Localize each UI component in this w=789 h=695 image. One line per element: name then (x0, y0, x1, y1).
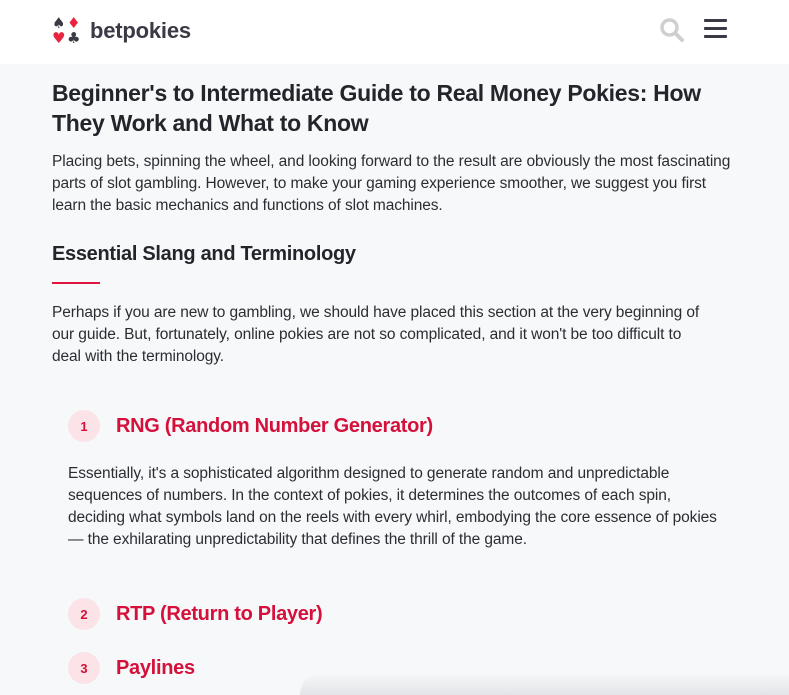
site-header (0, 0, 789, 64)
brand-name: betpokies (90, 18, 191, 43)
heading-underline (52, 282, 100, 284)
term-number-badge: 3 (68, 652, 100, 684)
term-number-badge: 1 (68, 410, 100, 442)
term-title: RNG (Random Number Generator) (116, 414, 433, 437)
suits-logo-icon (52, 16, 82, 46)
site-logo[interactable] (52, 16, 191, 46)
spade-icon: ♠ (52, 14, 66, 32)
term-title: Paylines (116, 656, 195, 679)
club-icon: ♣ (67, 29, 81, 47)
term-description: Essentially, it's a sophisticated algorithm designed to generate random and unpredictable sequences of numbers. In the context of pokies, it determines the outcomes of each spin, deciding what symbols land on the reels with every whirl, embodying the core essence of pokies — the exhilarating unpredictability that defines the thrill of the game. (68, 465, 717, 548)
section-heading: Essential Slang and Terminology (52, 243, 356, 265)
intro-paragraph: Placing bets, spinning the wheel, and looking forward to the result are obviously the most fascinating parts of slot gambling. However, to make your gaming experience smoother, we suggest you first learn the basic mechanics and functions of slot machines. (52, 153, 731, 214)
term-title: RTP (Return to Player) (116, 602, 323, 625)
term-item-paylines (68, 652, 195, 684)
term-item-rtp (68, 598, 322, 630)
term-number-badge: 2 (68, 598, 100, 630)
page-title: Beginner's to Intermediate Guide to Real Money Pokies: How They Work and What to Know (52, 80, 701, 136)
search-icon (658, 16, 686, 44)
heart-icon: ♥ (52, 29, 66, 47)
article-content (52, 78, 742, 368)
term-item-rng (68, 410, 433, 442)
floating-bar-shadow (300, 672, 789, 695)
search-button[interactable] (658, 16, 686, 44)
menu-button[interactable] (704, 19, 727, 39)
diamond-icon: ♦ (67, 14, 81, 32)
section-intro-paragraph: Perhaps if you are new to gambling, we should have placed this section at the very beginning of our guide. But, fortunately, online pokies are not so complicated, and it won't be too difficult to deal with the terminology. (52, 304, 700, 365)
